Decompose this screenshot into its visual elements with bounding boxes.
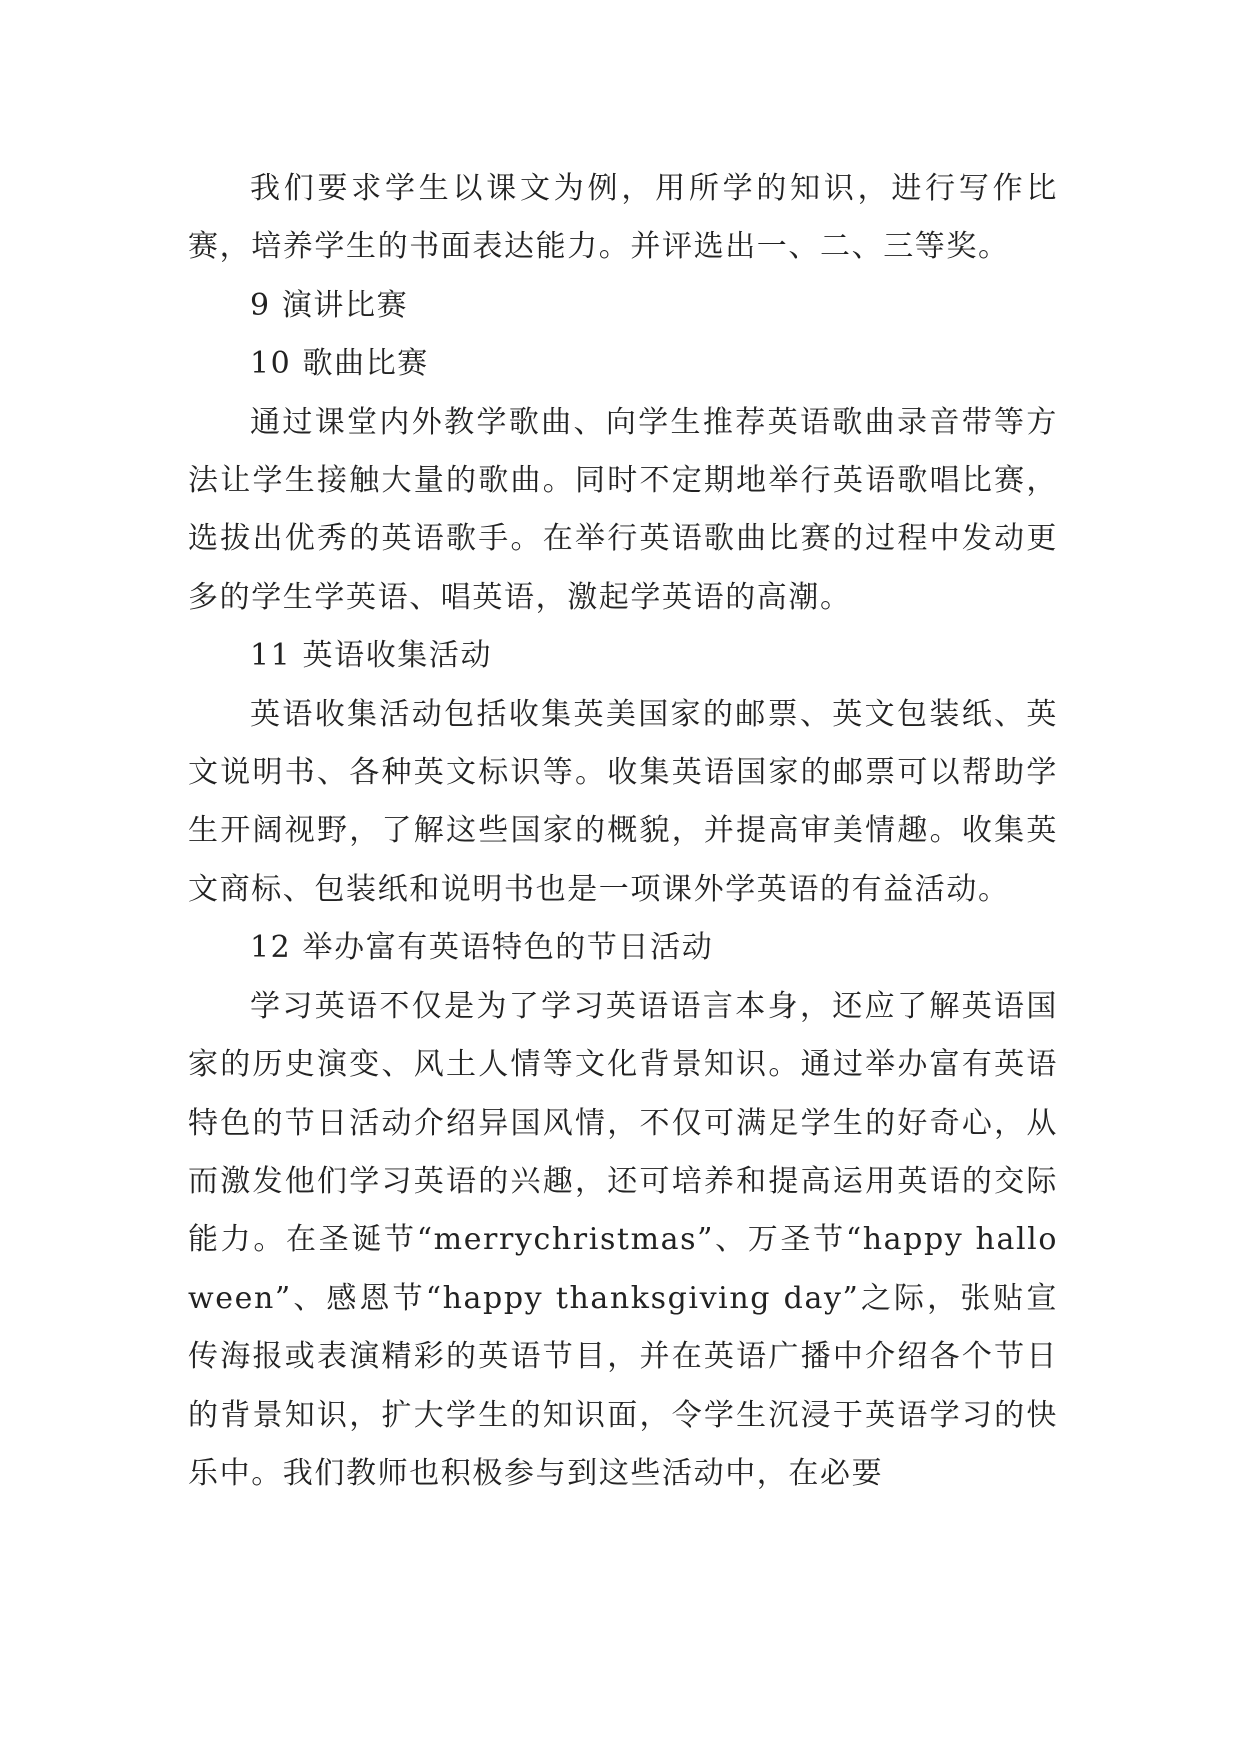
heading-festival-activity: 12 举办富有英语特色的节日活动 [250, 930, 714, 966]
heading-collection-activity: 11 英语收集活动 [250, 638, 493, 674]
paragraph-song-contest: 通过课堂内外教学歌曲、向学生推荐英语歌曲录音带等方法让学生接触大量的歌曲。同时不定期地举行英语歌唱比赛，选拔出优秀的英语歌手。在举行英语歌曲比赛的过程中发动更多的学生学英语、唱英语，激起学英语的高潮。 [188, 404, 1058, 615]
heading-speech-contest: 9 演讲比赛 [250, 287, 409, 323]
paragraph-writing-contest: 我们要求学生以课文为例，用所学的知识，进行写作比赛，培养学生的书面表达能力。并评选出一、二、三等奖。 [188, 171, 1058, 265]
paragraph-collection-activity: 英语收集活动包括收集英美国家的邮票、英文包装纸、英文说明书、各种英文标识等。收集英语国家的邮票可以帮助学生开阔视野，了解这些国家的概貌，并提高审美情趣。收集英文商标、包装纸和说明书也是一项课外学英语的有益活动。 [188, 696, 1058, 907]
paragraph-festival-activity: 学习英语不仅是为了学习英语语言本身，还应了解英语国家的历史演变、风土人情等文化背景知识。通过举办富有英语特色的节日活动介绍异国风情，不仅可满足学生的好奇心，从而激发他们学习英语的兴趣，还可培养和提高运用英语的交际能力。在圣诞节“merrychristmas”、万圣节“happy halloween”、感恩节“happy thanksgiving day”之际，张贴宣传海报或表演精彩的英语节目，并在英语广播中介绍各个节日的背景知识，扩大学生的知识面，令学生沉浸于英语学习的快乐中。我们教师也积极参与到这些活动中，在必要 [188, 988, 1058, 1491]
heading-song-contest: 10 歌曲比赛 [250, 346, 429, 382]
document-body [188, 160, 1058, 1503]
